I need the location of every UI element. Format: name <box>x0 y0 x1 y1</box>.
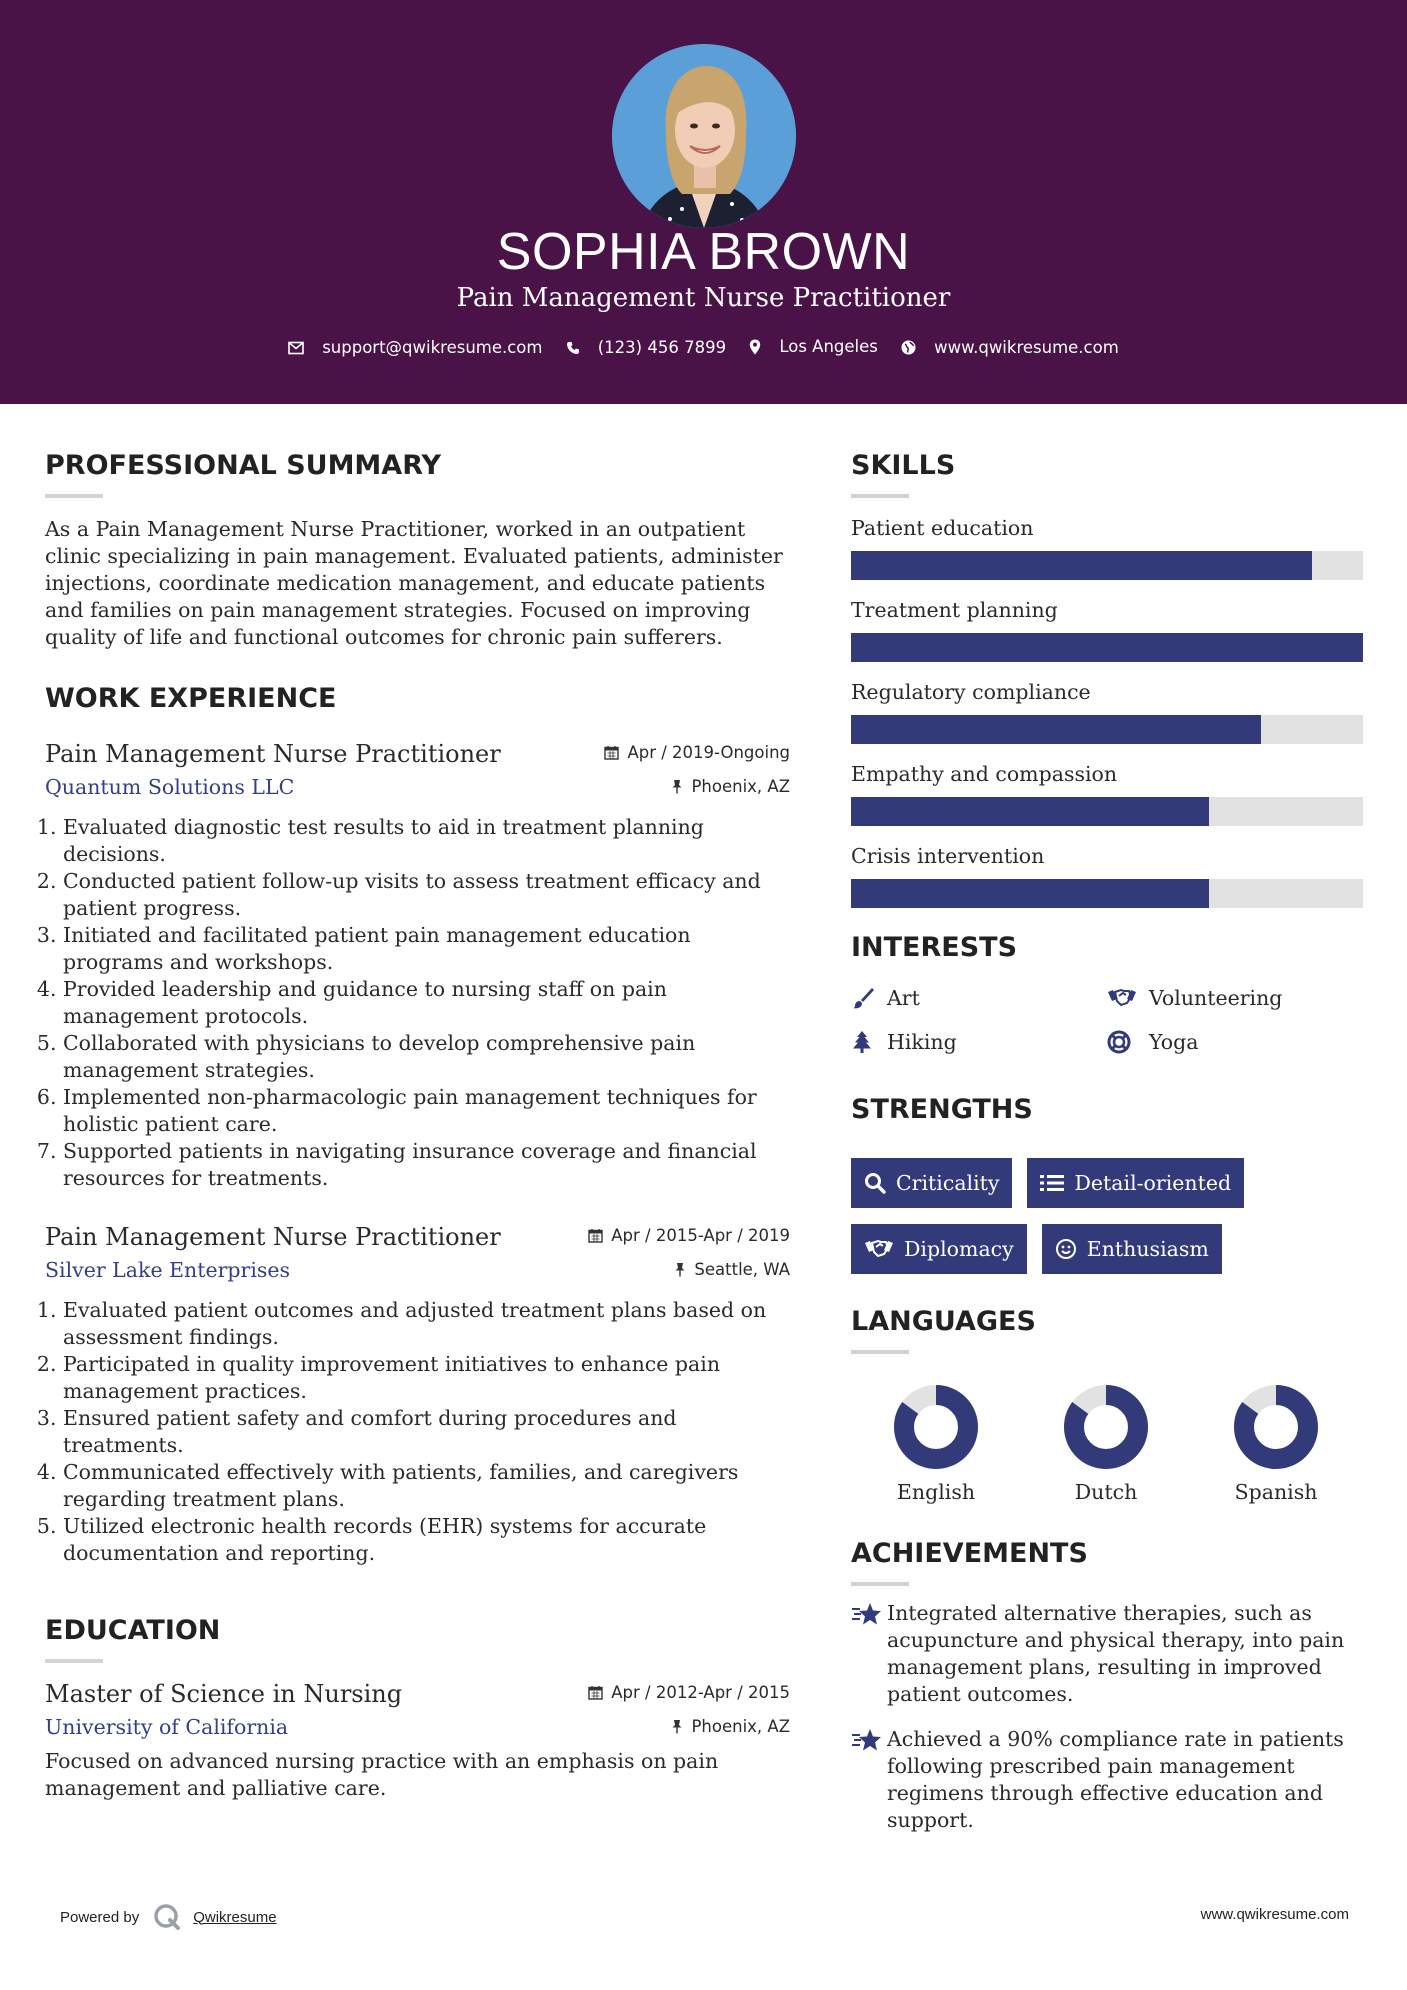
strength-label: Diplomacy <box>904 1237 1014 1261</box>
star-icon <box>851 1726 887 1834</box>
list-item: 5. Collaborated with physicians to develop comprehensive pain management strategies. <box>63 1030 790 1084</box>
skill-bar <box>851 797 1363 826</box>
strengths-list <box>851 1158 1271 1274</box>
language-label: English <box>896 1480 976 1504</box>
skill-bar-fill <box>851 715 1261 744</box>
job-dates <box>604 743 790 762</box>
list-item: 2. Conducted patient follow-up visits to assess treatment efficacy and patient progress. <box>63 868 790 922</box>
handshake-icon <box>864 1238 894 1260</box>
education-dates <box>588 1683 790 1702</box>
list-item: 3. Ensured patient safety and comfort during procedures and treatments. <box>63 1405 790 1459</box>
list-icon <box>1040 1173 1064 1193</box>
list-item: 1. Evaluated patient outcomes and adjusted treatment plans based on assessment findings. <box>63 1297 790 1351</box>
right-column <box>851 448 1363 1834</box>
education-description: Focused on advanced nursing practice with an emphasis on pain management and palliative care. <box>45 1749 719 1800</box>
star-icon <box>851 1600 887 1708</box>
interest-label: Art <box>887 986 920 1010</box>
skill-bar <box>851 715 1363 744</box>
skill-bar-fill <box>851 633 1363 662</box>
job-title: Pain Management Nurse Practitioner <box>45 1223 501 1251</box>
lifebuoy-icon <box>1107 1030 1137 1054</box>
achievement-text: Achieved a 90% compliance rate in patients following prescribed pain management regimens through effective education and support. <box>887 1727 1344 1832</box>
school-name: University of California <box>45 1715 289 1739</box>
language-item <box>1021 1384 1191 1504</box>
language-item <box>1191 1384 1361 1504</box>
list-item: 6. Implemented non-pharmacologic pain management techniques for holistic patient care. <box>63 1084 790 1138</box>
job-dates-text: Apr / 2019-Ongoing <box>627 743 790 762</box>
job-duties <box>45 1297 790 1567</box>
skills-heading: SKILLS <box>851 450 956 481</box>
skill-label: Empathy and compassion <box>851 762 1118 786</box>
smiley-icon <box>1055 1238 1077 1260</box>
summary-text: As a Pain Management Nurse Practitioner, worked in an outpatient clinic specializing in pain management. Evaluated patients, administer injections, coordinate medication management, and educate patients and families on pain management strategies. Focused on improving quality of life and functional outcomes for chronic pain sufferers. <box>45 517 783 649</box>
globe-icon <box>901 340 916 355</box>
candidate-title: Pain Management Nurse Practitioner <box>456 283 951 313</box>
job-entry <box>45 739 790 1192</box>
list-item: 5. Utilized electronic health records (EHR) systems for accurate documentation and reporting. <box>63 1513 790 1567</box>
language-label: Spanish <box>1234 1480 1318 1504</box>
summary-heading: PROFESSIONAL SUMMARY <box>45 450 442 481</box>
interest-item <box>1107 1028 1363 1056</box>
list-item: 1. Evaluated diagnostic test results to aid in treatment planning decisions. <box>63 814 790 868</box>
calendar-icon <box>604 745 619 760</box>
job-location-text: Phoenix, AZ <box>691 777 790 796</box>
list-item: 7. Supported patients in navigating insurance coverage and financial resources for treatments. <box>63 1138 790 1192</box>
interest-label: Volunteering <box>1149 986 1283 1010</box>
list-item: 3. Initiated and facilitated patient pain management education programs and workshops. <box>63 922 790 976</box>
job-location <box>671 777 790 796</box>
powered-by-label: Powered by <box>60 1908 140 1926</box>
strength-label: Enthusiasm <box>1086 1237 1209 1261</box>
left-column <box>45 448 790 1802</box>
tree-icon <box>851 1030 875 1054</box>
skill-bar-fill <box>851 879 1209 908</box>
job-company: Silver Lake Enterprises <box>45 1258 291 1282</box>
contact-phone[interactable] <box>566 338 726 357</box>
calendar-icon <box>588 1685 603 1700</box>
job-dates <box>588 1226 790 1245</box>
pushpin-icon <box>671 779 683 794</box>
strength-tag <box>1042 1224 1222 1274</box>
skill-label: Treatment planning <box>851 598 1058 622</box>
interest-label: Hiking <box>887 1030 957 1054</box>
education-location <box>671 1717 790 1736</box>
language-label: Dutch <box>1074 1480 1138 1504</box>
strength-label: Detail-oriented <box>1074 1171 1232 1195</box>
skill-label: Crisis intervention <box>851 844 1045 868</box>
strength-tag <box>851 1224 1027 1274</box>
skill-bar <box>851 551 1363 580</box>
job-duties <box>45 814 790 1192</box>
languages-list <box>851 1384 1363 1504</box>
interests-list <box>851 984 1363 1056</box>
job-dates-text: Apr / 2015-Apr / 2019 <box>611 1226 790 1245</box>
list-item: 2. Participated in quality improvement initiatives to enhance pain management practices. <box>63 1351 790 1405</box>
skill-bar-fill <box>851 551 1312 580</box>
skill-label: Regulatory compliance <box>851 680 1091 704</box>
search-icon <box>864 1172 886 1194</box>
degree-title: Master of Science in Nursing <box>45 1680 403 1708</box>
education-dates-text: Apr / 2012-Apr / 2015 <box>611 1683 790 1702</box>
education-heading: EDUCATION <box>45 1615 221 1646</box>
strengths-heading: STRENGTHS <box>851 1094 1033 1125</box>
interest-item <box>851 984 1107 1012</box>
achievements-heading: ACHIEVEMENTS <box>851 1538 1088 1569</box>
language-donut <box>1063 1384 1149 1470</box>
skill-item <box>851 596 1363 662</box>
section-divider <box>851 1582 909 1586</box>
skill-item <box>851 678 1363 744</box>
contact-phone-text: (123) 456 7899 <box>597 338 727 357</box>
languages-heading: LANGUAGES <box>851 1306 1036 1337</box>
job-location <box>674 1260 790 1279</box>
education-location-text: Phoenix, AZ <box>691 1717 790 1736</box>
experience-heading: WORK EXPERIENCE <box>45 683 337 714</box>
achievement-item <box>851 1726 1363 1834</box>
paintbrush-icon <box>851 986 875 1010</box>
qwikresume-link[interactable]: Qwikresume <box>193 1908 277 1926</box>
skill-bar <box>851 879 1363 908</box>
contact-website[interactable] <box>901 338 1119 357</box>
job-company: Quantum Solutions LLC <box>45 775 295 799</box>
interest-label: Yoga <box>1149 1030 1199 1054</box>
resume-header <box>0 0 1407 404</box>
phone-icon <box>566 341 580 355</box>
contact-location-text: Los Angeles <box>779 337 878 356</box>
contact-location <box>749 337 878 356</box>
language-donut <box>1233 1384 1319 1470</box>
handshake-icon <box>1107 987 1137 1009</box>
qwikresume-logo-icon <box>153 1903 181 1931</box>
job-entry <box>45 1222 790 1567</box>
contact-bar <box>0 337 1407 359</box>
language-item <box>851 1384 1021 1504</box>
interests-heading: INTERESTS <box>851 932 1018 963</box>
envelope-icon <box>288 341 304 355</box>
section-divider <box>45 1659 103 1663</box>
contact-email[interactable] <box>288 338 542 357</box>
skill-item <box>851 514 1363 580</box>
skill-bar <box>851 633 1363 662</box>
skill-bar-fill <box>851 797 1209 826</box>
map-pin-icon <box>749 339 761 355</box>
skill-label: Patient education <box>851 516 1034 540</box>
candidate-name: SOPHIA BROWN <box>496 223 911 281</box>
job-title: Pain Management Nurse Practitioner <box>45 740 501 768</box>
footer-branding <box>60 1903 277 1931</box>
list-item: 4. Communicated effectively with patients, families, and caregivers regarding treatment plans. <box>63 1459 790 1513</box>
section-divider <box>851 1350 909 1354</box>
footer-website[interactable]: www.qwikresume.com <box>1200 1906 1349 1923</box>
strength-tag <box>1027 1158 1244 1208</box>
skill-item <box>851 760 1363 826</box>
calendar-icon <box>588 1228 603 1243</box>
pushpin-icon <box>671 1719 683 1734</box>
contact-website-text: www.qwikresume.com <box>934 337 1119 357</box>
pushpin-icon <box>674 1262 686 1277</box>
strength-tag <box>851 1158 1012 1208</box>
skills-list <box>851 514 1363 908</box>
strength-label: Criticality <box>896 1171 1000 1195</box>
achievement-item <box>851 1600 1363 1708</box>
contact-email-text: support@qwikresume.com <box>322 338 543 357</box>
profile-photo <box>612 44 796 228</box>
interest-item <box>1107 984 1363 1012</box>
list-item: 4. Provided leadership and guidance to nursing staff on pain management protocols. <box>63 976 790 1030</box>
education-entry <box>45 1679 790 1802</box>
section-divider <box>851 494 909 498</box>
language-donut <box>893 1384 979 1470</box>
achievement-text: Integrated alternative therapies, such as acupuncture and physical therapy, into pain management plans, resulting in improved patient outcomes. <box>887 1601 1345 1706</box>
job-location-text: Seattle, WA <box>694 1260 790 1279</box>
interest-item <box>851 1028 1107 1056</box>
skill-item <box>851 842 1363 908</box>
section-divider <box>45 494 103 498</box>
